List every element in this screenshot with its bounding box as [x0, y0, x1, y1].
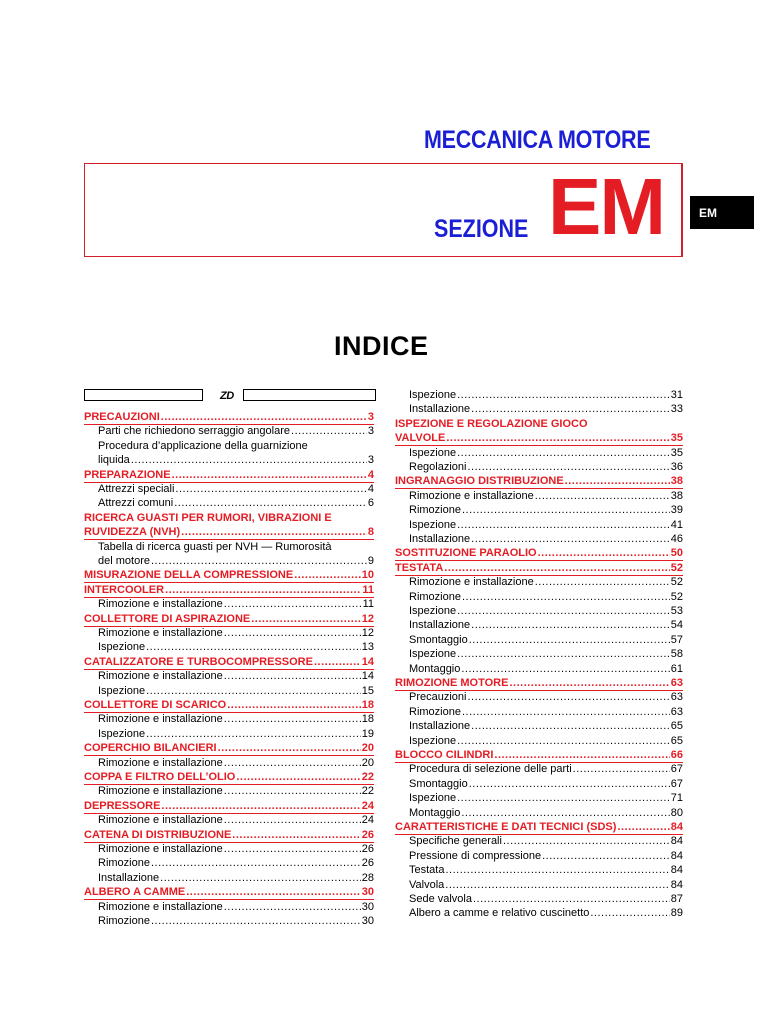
toc-page-number: 52: [670, 590, 683, 603]
toc-leader-dots: [224, 597, 362, 611]
toc-leader-dots: [462, 503, 670, 517]
toc-entry-title: COLLETTORE DI ASPIRAZIONE: [84, 612, 251, 625]
toc-entry-link[interactable]: [409, 647, 683, 661]
toc-leader-dots: [469, 633, 670, 647]
toc-leader-dots: [165, 583, 361, 597]
toc-leader-dots: [444, 561, 669, 575]
toc-page-number: 12: [361, 627, 374, 639]
toc-leader-dots: [471, 532, 670, 546]
toc-section-link[interactable]: [84, 741, 374, 756]
toc-page-number: 87: [670, 893, 683, 905]
toc-entry-title: MISURAZIONE DELLA COMPRESSIONE: [84, 569, 294, 582]
toc-entry-title: Ispezione: [409, 734, 457, 747]
toc-entry-link[interactable]: [409, 878, 683, 892]
toc-page-number: 18: [361, 699, 374, 711]
toc-section-line: ISPEZIONE E REGOLAZIONE GIOCO: [395, 417, 588, 430]
toc-entry-title: Attrezzi comuni: [98, 497, 174, 510]
contents-title: INDICE: [334, 331, 429, 361]
section-title: MECCANICA MOTORE: [424, 126, 651, 154]
toc-leader-dots: [146, 684, 361, 698]
toc-entry-title: Montaggio: [409, 662, 461, 675]
toc-entry-title: Sede valvola: [409, 893, 472, 905]
toc-page-number: 4: [367, 483, 374, 495]
toc-entry-link[interactable]: [409, 604, 683, 618]
toc-entry-title: Ispezione: [98, 684, 146, 697]
toc-leader-dots: [473, 892, 670, 906]
toc-entry-title: Installazione: [409, 403, 471, 416]
toc-entry-link[interactable]: [409, 446, 683, 460]
toc-entry-title: Rimozione e installazione: [98, 713, 223, 726]
toc-leader-dots: [446, 431, 669, 445]
toc-entry-link[interactable]: [409, 791, 683, 805]
toc-entry-link[interactable]: [409, 762, 683, 776]
toc-page-number: 54: [670, 619, 683, 632]
toc-section-link[interactable]: [395, 748, 683, 763]
toc-entry-title: Ispezione: [409, 389, 457, 401]
toc-section-link[interactable]: [395, 546, 683, 561]
toc-entry-title: BLOCCO CILINDRI: [395, 749, 494, 761]
toc-entry-link[interactable]: [98, 626, 374, 640]
toc-leader-dots: [494, 748, 669, 762]
toc-page-number: 39: [670, 504, 683, 517]
toc-leader-dots: [172, 468, 367, 482]
toc-entry-title: Rimozione: [409, 504, 461, 517]
toc-page-number: 3: [367, 425, 374, 438]
toc-entry-title: Rimozione e installazione: [98, 756, 223, 769]
toc-entry-link[interactable]: [409, 518, 683, 532]
toc-entry-title: Installazione: [409, 619, 471, 632]
section-code: EM: [548, 162, 664, 251]
toc-leader-dots: [224, 669, 361, 683]
toc-leader-dots: [218, 741, 361, 755]
toc-section-link[interactable]: [395, 820, 683, 835]
toc-page-number: 67: [670, 777, 683, 790]
toc-entry-link[interactable]: [409, 719, 683, 733]
toc-entry-title: INTERCOOLER: [84, 583, 165, 596]
toc-entry-link[interactable]: [409, 489, 683, 503]
toc-entry-title: Rimozione e installazione: [98, 814, 223, 827]
toc-page-number: 84: [670, 849, 683, 862]
toc-page-number: 20: [361, 742, 374, 755]
toc-page-number: 35: [670, 446, 683, 459]
toc-section-link[interactable]: [84, 885, 374, 900]
toc-entry-title: CATENA DI DISTRIBUZIONE: [84, 828, 232, 841]
toc-page-number: 8: [367, 526, 374, 539]
toc-page-number: 26: [361, 857, 374, 870]
toc-entry-link[interactable]: [409, 503, 683, 517]
toc-page-number: 14: [361, 670, 374, 683]
toc-page-number: 65: [670, 720, 683, 733]
toc-leader-dots: [565, 474, 670, 488]
toc-entry-title: Valvola: [409, 878, 445, 891]
toc-page-number: 18: [361, 713, 374, 726]
toc-page-number: 52: [670, 576, 683, 589]
toc-page-number: 63: [670, 677, 683, 689]
toc-entry-link[interactable]: [98, 684, 374, 698]
toc-entry-link[interactable]: [409, 388, 683, 402]
toc-entry-link[interactable]: [409, 662, 683, 676]
toc-entry-title: Installazione: [409, 720, 471, 733]
toc-leader-dots: [151, 856, 361, 870]
toc-section-link[interactable]: [84, 828, 374, 843]
toc-leader-dots: [445, 878, 669, 892]
toc-page-number: 36: [670, 461, 683, 473]
toc-entry-title: Rimozione: [98, 857, 150, 870]
toc-page-number: 63: [670, 691, 683, 704]
toc-leader-dots: [227, 698, 361, 712]
toc-entry-link[interactable]: [409, 777, 683, 791]
toc-entry-link[interactable]: [409, 575, 683, 589]
toc-page-number: 20: [361, 756, 374, 769]
toc-entry-title: PRECAUZIONI: [84, 411, 160, 423]
toc-leader-dots: [538, 546, 670, 560]
toc-leader-dots: [251, 612, 361, 626]
toc-leader-dots: [146, 640, 361, 654]
toc-leader-dots: [151, 914, 361, 928]
toc-entry-title: del motore: [98, 555, 150, 567]
engine-code-rule-left: [84, 389, 203, 401]
toc-entry-link[interactable]: [409, 690, 683, 704]
toc-section-link[interactable]: [84, 568, 374, 583]
toc-entry-link[interactable]: [98, 669, 374, 683]
toc-leader-dots: [224, 900, 361, 914]
toc-page-number: 71: [670, 792, 683, 805]
toc-page-number: 26: [361, 843, 374, 855]
toc-leader-dots: [146, 727, 361, 741]
toc-section-link[interactable]: [84, 770, 374, 785]
toc-page-number: 14: [361, 655, 374, 668]
toc-entry-title: Procedura di selezione delle parti: [409, 763, 572, 776]
header-box-right-border: [681, 163, 683, 257]
toc-entry-link[interactable]: [98, 496, 374, 510]
toc-entry-link[interactable]: [98, 640, 374, 654]
toc-entry-title: INGRANAGGIO DISTRIBUZIONE: [395, 475, 564, 488]
toc-section-link[interactable]: [84, 525, 374, 540]
toc-page-number: 24: [361, 814, 374, 827]
toc-entry-link[interactable]: [409, 892, 683, 906]
toc-page-number: 57: [670, 633, 683, 646]
toc-page-number: 30: [361, 915, 374, 927]
toc-page-number: 38: [670, 489, 683, 502]
toc-entry-link[interactable]: [409, 806, 683, 820]
toc-entry-title: DEPRESSORE: [84, 799, 161, 812]
toc-entry-title: SOSTITUZIONE PARAOLIO: [395, 547, 537, 560]
toc-entry-title: Ispezione: [409, 446, 457, 459]
toc-entry-link[interactable]: [98, 813, 374, 827]
toc-leader-dots: [314, 655, 361, 669]
toc-page-number: 9: [367, 555, 374, 567]
toc-entry-link[interactable]: [98, 871, 374, 885]
toc-entry-link[interactable]: [98, 727, 374, 741]
toc-entry-title: liquida: [98, 454, 130, 467]
toc-leader-dots: [181, 525, 367, 539]
toc-leader-dots: [462, 590, 670, 604]
toc-leader-dots: [236, 770, 360, 784]
toc-entry-link[interactable]: [409, 863, 683, 877]
toc-section-link[interactable]: [395, 474, 683, 489]
toc-entry-title: VALVOLE: [395, 432, 446, 445]
toc-section-link[interactable]: [395, 676, 683, 691]
toc-leader-dots: [224, 626, 361, 640]
toc-section-link[interactable]: [84, 799, 374, 814]
toc-entry-title: Rimozione e installazione: [98, 627, 223, 639]
toc-entry-title: Rimozione e installazione: [98, 900, 223, 913]
toc-entry-title: Rimozione e installazione: [409, 576, 534, 589]
toc-leader-dots: [503, 834, 670, 848]
toc-entry-link[interactable]: [409, 906, 683, 920]
toc-leader-dots: [461, 806, 669, 820]
toc-page-number: 66: [670, 749, 683, 761]
toc-page-number: 84: [670, 878, 683, 891]
toc-entry-title: Ispezione: [409, 648, 457, 661]
toc-leader-dots: [161, 410, 367, 424]
toc-entry-title: TESTATA: [395, 561, 444, 574]
toc-entry-link[interactable]: [409, 402, 683, 416]
toc-entry-link[interactable]: [98, 784, 374, 798]
toc-entry-title: Regolazioni: [409, 461, 467, 473]
toc-entry-line: Tabella di ricerca guasti per NVH — Rumorosità: [98, 540, 332, 553]
toc-entry-title: Rimozione e installazione: [409, 489, 534, 502]
toc-page-number: 26: [361, 828, 374, 841]
toc-page-number: 13: [361, 641, 374, 654]
toc-leader-dots: [535, 489, 670, 503]
toc-page-number: 6: [367, 497, 374, 510]
toc-page-number: 84: [670, 821, 683, 833]
toc-entry-title: Montaggio: [409, 806, 461, 819]
toc-page-number: 24: [361, 799, 374, 812]
toc-entry-link[interactable]: [409, 849, 683, 863]
toc-section-link[interactable]: [84, 612, 374, 627]
toc-entry-title: Smontaggio: [409, 633, 468, 646]
toc-leader-dots: [590, 906, 669, 920]
toc-page-number: 15: [361, 684, 374, 697]
engine-code-label: ZD: [220, 390, 234, 402]
toc-leader-dots: [467, 460, 669, 474]
toc-entry-title: Parti che richiedono serraggio angolare: [98, 425, 291, 438]
toc-entry-title: Attrezzi speciali: [98, 483, 175, 495]
toc-entry-title: ALBERO A CAMME: [84, 886, 186, 899]
toc-leader-dots: [445, 863, 669, 877]
toc-leader-dots: [294, 568, 361, 582]
toc-page-number: 12: [361, 612, 374, 625]
toc-leader-dots: [232, 828, 360, 842]
toc-entry-link[interactable]: [98, 482, 374, 496]
toc-leader-dots: [471, 719, 670, 733]
toc-page-number: 53: [670, 605, 683, 617]
toc-section-line: RICERCA GUASTI PER RUMORI, VIBRAZIONI E: [84, 511, 332, 524]
toc-leader-dots: [224, 712, 361, 726]
toc-leader-dots: [186, 885, 361, 899]
toc-leader-dots: [457, 446, 670, 460]
toc-page-number: 80: [670, 806, 683, 819]
toc-entry-title: Rimozione e installazione: [98, 670, 223, 683]
toc-entry-link[interactable]: [98, 597, 374, 611]
toc-page-number: 63: [670, 705, 683, 718]
toc-entry-title: Testata: [409, 864, 445, 877]
toc-leader-dots: [469, 777, 670, 791]
toc-entry-link[interactable]: [98, 856, 374, 870]
toc-page-number: 19: [361, 727, 374, 740]
toc-entry-link[interactable]: [98, 424, 374, 438]
toc-entry-title: Ispezione: [409, 792, 457, 805]
toc-section-link[interactable]: [84, 410, 374, 425]
toc-leader-dots: [224, 756, 361, 770]
toc-page-number: 38: [670, 475, 683, 488]
toc-entry-link[interactable]: [98, 712, 374, 726]
toc-page-number: 30: [361, 900, 374, 913]
toc-page-number: 3: [367, 454, 374, 467]
toc-entry-title: RIMOZIONE MOTORE: [395, 677, 509, 689]
toc-page-number: 46: [670, 533, 683, 545]
toc-entry-link[interactable]: [409, 460, 683, 474]
toc-entry-link[interactable]: [98, 453, 374, 467]
toc-entry-title: Ispezione: [409, 605, 457, 617]
toc-page-number: 30: [361, 886, 374, 899]
toc-leader-dots: [471, 402, 670, 416]
toc-page-number: 11: [362, 598, 374, 611]
toc-entry-title: Rimozione: [409, 705, 461, 718]
toc-entry-link[interactable]: [98, 756, 374, 770]
toc-entry-link[interactable]: [409, 590, 683, 604]
toc-leader-dots: [461, 662, 669, 676]
toc-entry-link[interactable]: [98, 914, 374, 928]
toc-page-number: 11: [362, 583, 374, 596]
toc-entry-link[interactable]: [409, 532, 683, 546]
toc-leader-dots: [457, 388, 670, 402]
toc-page-number: 84: [670, 864, 683, 877]
toc-section-link[interactable]: [84, 698, 374, 713]
toc-entry-title: Installazione: [409, 533, 471, 545]
toc-page-number: 28: [361, 871, 374, 884]
toc-page-number: 67: [670, 763, 683, 776]
toc-entry-title: Specifiche generali: [409, 835, 502, 848]
toc-leader-dots: [457, 518, 670, 532]
toc-leader-dots: [471, 618, 670, 632]
toc-entry-title: Rimozione e installazione: [98, 598, 223, 611]
toc-leader-dots: [175, 482, 366, 496]
toc-leader-dots: [161, 799, 360, 813]
toc-page-number: 35: [670, 432, 683, 445]
toc-leader-dots: [457, 791, 670, 805]
toc-page-number: 84: [670, 835, 683, 848]
toc-entry-title: COLLETTORE DI SCARICO: [84, 699, 227, 711]
toc-leader-dots: [542, 849, 670, 863]
engine-code-row: [84, 389, 376, 403]
toc-entry-link[interactable]: [409, 834, 683, 848]
toc-page-number: 65: [670, 734, 683, 747]
toc-leader-dots: [131, 453, 367, 467]
toc-leader-dots: [160, 871, 361, 885]
toc-leader-dots: [617, 820, 669, 834]
toc-entry-title: Ispezione: [98, 641, 146, 654]
toc-leader-dots: [224, 784, 361, 798]
toc-leader-dots: [573, 762, 670, 776]
toc-section-link[interactable]: [395, 431, 683, 446]
toc-entry-title: Ispezione: [409, 518, 457, 531]
toc-page-number: 52: [670, 561, 683, 574]
toc-leader-dots: [462, 705, 670, 719]
toc-page-number: 3: [367, 411, 374, 423]
toc-entry-title: Installazione: [98, 871, 160, 884]
toc-entry-title: RUVIDEZZA (NVH): [84, 526, 181, 539]
toc-entry-title: Ispezione: [98, 727, 146, 740]
toc-section-link[interactable]: [84, 468, 374, 483]
toc-leader-dots: [467, 690, 669, 704]
sezione-label: SEZIONE: [434, 215, 529, 243]
toc-entry-line: Procedura d’applicazione della guarnizione: [98, 439, 308, 452]
toc-entry-title: CARATTERISTICHE E DATI TECNICI (SDS): [395, 821, 617, 833]
toc-page-number: 61: [670, 662, 683, 675]
toc-entry-link[interactable]: [98, 900, 374, 914]
toc-leader-dots: [151, 554, 367, 568]
toc-page-number: 22: [361, 785, 374, 798]
toc-section-link[interactable]: [84, 583, 374, 598]
toc-leader-dots: [457, 604, 670, 618]
toc-section-link[interactable]: [84, 655, 374, 670]
toc-page-number: 58: [670, 648, 683, 661]
engine-code-rule-right: [243, 389, 376, 401]
toc-page-number: 10: [361, 569, 374, 582]
toc-leader-dots: [174, 496, 367, 510]
toc-entry-title: Rimozione e installazione: [98, 785, 223, 798]
toc-entry-title: Pressione di compressione: [409, 849, 542, 862]
toc-entry-title: COPPA E FILTRO DELL’OLIO: [84, 771, 236, 783]
toc-entry-title: CATALIZZATORE E TURBOCOMPRESSORE: [84, 655, 313, 668]
toc-leader-dots: [509, 676, 669, 690]
toc-leader-dots: [291, 424, 367, 438]
toc-section-link[interactable]: [395, 561, 683, 576]
toc-entry-title: PREPARAZIONE: [84, 468, 171, 481]
toc-page-number: 50: [670, 547, 683, 560]
toc-leader-dots: [457, 647, 670, 661]
toc-entry-title: Rimozione e installazione: [98, 843, 223, 855]
toc-leader-dots: [457, 734, 670, 748]
toc-entry-title: Rimozione: [409, 590, 461, 603]
toc-leader-dots: [224, 842, 361, 856]
toc-entry-link[interactable]: [98, 842, 374, 856]
toc-entry-link[interactable]: [98, 554, 374, 568]
toc-entry-title: Smontaggio: [409, 777, 468, 790]
toc-page-number: 31: [670, 389, 683, 401]
toc-page-number: 89: [670, 907, 683, 920]
toc-entry-link[interactable]: [409, 734, 683, 748]
toc-leader-dots: [535, 575, 670, 589]
toc-entry-title: Precauzioni: [409, 691, 467, 704]
toc-leader-dots: [224, 813, 361, 827]
toc-entry-link[interactable]: [409, 633, 683, 647]
toc-entry-title: COPERCHIO BILANCIERI: [84, 742, 217, 755]
toc-entry-link[interactable]: [409, 618, 683, 632]
toc-page-number: 22: [361, 771, 374, 783]
section-tab[interactable]: EM: [690, 196, 754, 229]
toc-page-number: 33: [670, 403, 683, 416]
toc-entry-title: Albero a camme e relativo cuscinetto: [409, 907, 590, 920]
toc-page-number: 4: [367, 468, 374, 481]
toc-entry-link[interactable]: [409, 705, 683, 719]
toc-entry-title: Rimozione: [98, 915, 150, 927]
toc-page-number: 41: [670, 518, 683, 531]
